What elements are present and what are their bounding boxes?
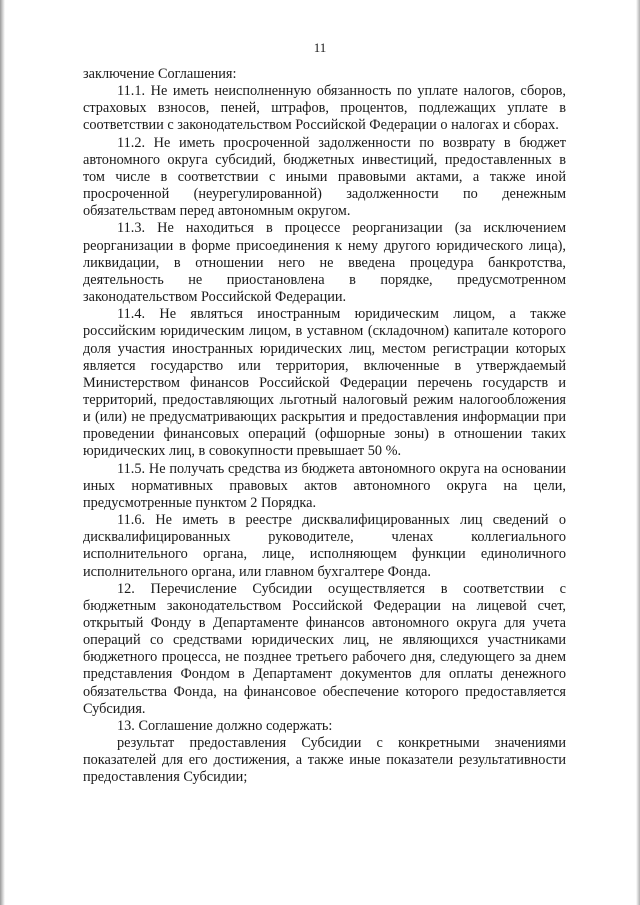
- scan-edge-left: [0, 0, 5, 905]
- paragraph-13-item: результат предоставления Субсидии с конкретными значениями показателей для его достижения, а также иные показатели результативности предоставления Субсидии;: [83, 735, 566, 786]
- paragraph-11-4: 11.4. Не являться иностранным юридическим лицом, а также российским юридическим лицом, в уставном (складочном) капитале которого доля участия иностранных юридических лиц, местом регистрации которых является государство или территория, включенные в утверждаемый Министерством финансов Российской Федерации перечень государств и территорий, предоставляющих льготный налоговый режим налогообложения и (или) не предусматривающих раскрытия и предоставления информации при проведении финансовых операций (офшорные зоны) в отношении таких юридических лиц, в совокупности превышает 50 %.: [83, 306, 566, 460]
- paragraph-11-1: 11.1. Не иметь неисполненную обязанность по уплате налогов, сборов, страховых взносов, пеней, штрафов, процентов, подлежащих уплате в соответствии с законодательством Российской Федерации о налогах и сборах.: [83, 83, 566, 134]
- paragraph-11-5: 11.5. Не получать средства из бюджета автономного округа на основании иных нормативных правовых актов автономного округа на цели, предусмотренные пунктом 2 Порядка.: [83, 460, 566, 511]
- page-number: 11: [313, 40, 327, 55]
- paragraph-13: 13. Соглашение должно содержать:: [117, 717, 333, 734]
- document-body: [83, 66, 566, 787]
- scan-edge-right: [636, 0, 640, 905]
- paragraph-11-2: 11.2. Не иметь просроченной задолженности по возврату в бюджет автономного округа субсидий, бюджетных инвестиций, предоставленных в том числе в соответствии с иными правовыми актами, а также иной просроченной (неурегулированной) задолженности по денежным обязательствам перед автономным округом.: [83, 134, 566, 220]
- paragraph-11-6: 11.6. Не иметь в реестре дисквалифицированных лиц сведений о дисквалифицированных руководителе, членах коллегиального исполнительного органа, лице, исполняющем функции единоличного исполнительного органа, или главном бухгалтере Фонда.: [83, 512, 566, 580]
- paragraph-11-3: 11.3. Не находиться в процессе реорганизации (за исключением реорганизации в форме присоединения к нему другого юридического лица), ликвидации, в отношении него не введена процедура банкротства, деятельность не приостановлена в порядке, предусмотренном законодательством Российской Федерации.: [83, 220, 566, 306]
- paragraph-12: 12. Перечисление Субсидии осуществляется в соответствии с бюджетным законодательством Российской Федерации на лицевой счет, открытый Фонду в Департаменте финансов автономного округа для учета операций со средствами юридических лиц, не являющихся участниками бюджетного процесса, не позднее третьего рабочего дня, следующего за днем представления Фондом в Департамент документов для оплаты денежного обязательства Фонда, на финансовое обеспечение которого предоставляется Субсидия.: [83, 580, 566, 717]
- paragraph-continuation: заключение Соглашения:: [83, 66, 237, 82]
